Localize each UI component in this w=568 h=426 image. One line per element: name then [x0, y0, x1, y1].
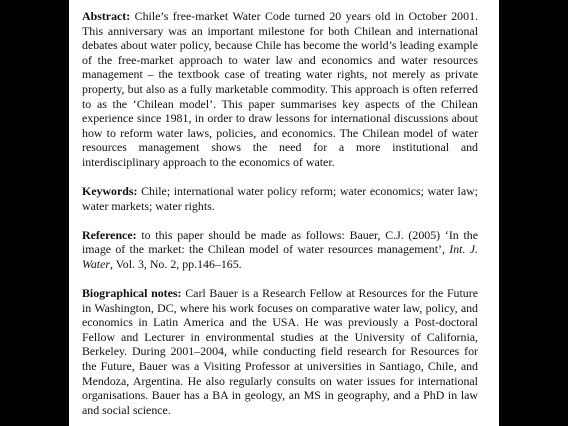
abstract-label: Abstract:	[82, 9, 131, 23]
reference-volume: , Vol. 3, No. 2, pp.146–165.	[109, 256, 242, 271]
reference-label: Reference:	[82, 227, 137, 242]
abstract-paragraph	[82, 9, 478, 170]
paper-page	[69, 0, 499, 426]
bio-label: Biographical notes:	[82, 286, 182, 300]
paragraph-gap	[82, 170, 478, 185]
reference-paragraph	[82, 228, 478, 272]
reference-journal: Int. J. Water	[82, 242, 478, 271]
abstract-text: Chile’s free-market Water Code turned 20 years old in October 2001. This anniversary was an important milestone for both Chilean and international debates about water policy, because Chile has become the world’s leading example of the free-market approach to water law and economics and water resources management – the textbook case of treating water rights, not merely as private property, but also as a fully marketable commodity. This approach is often referred to as the ‘Chilean model’. This paper summarises key aspects of the Chilean experience since 1981, in order to draw lessons for international discussions about how to reform water laws, policies, and economics. The Chilean model of water resources management shows the need for a more institutional and interdisciplinary approach to the economics of water.	[82, 9, 478, 169]
reference-text: to this paper should be made as follows: Bauer, C.J. (2005) ‘In the image of the market: the Chilean model of water resources management’,	[82, 227, 478, 257]
keywords-paragraph	[82, 184, 478, 213]
keywords-text: Chile; international water policy reform; water economics; water law; water markets; water rights.	[82, 184, 478, 213]
bio-text: Carl Bauer is a Research Fellow at Resources for the Future in Washington, DC, where his work focuses on comparative water law, policy, and economics in Latin America and the USA. He was previously a Post-doctoral Fellow and Lecturer in environmental studies at the University of California, Berkeley. During 2001–2004, while conducting field research for Resources for the Future, Bauer was a Visiting Professor at universities in Santiago, Chile, and Mendoza, Argentina. He also regularly consults on water issues for international organisations. Bauer has a BA in geology, an MS in geography, and a PhD in law and social science.	[82, 286, 478, 417]
keywords-label: Keywords:	[82, 184, 138, 199]
bio-paragraph	[82, 286, 478, 417]
paragraph-gap	[82, 213, 478, 228]
paragraph-gap	[82, 272, 478, 287]
paper-content	[82, 9, 478, 417]
